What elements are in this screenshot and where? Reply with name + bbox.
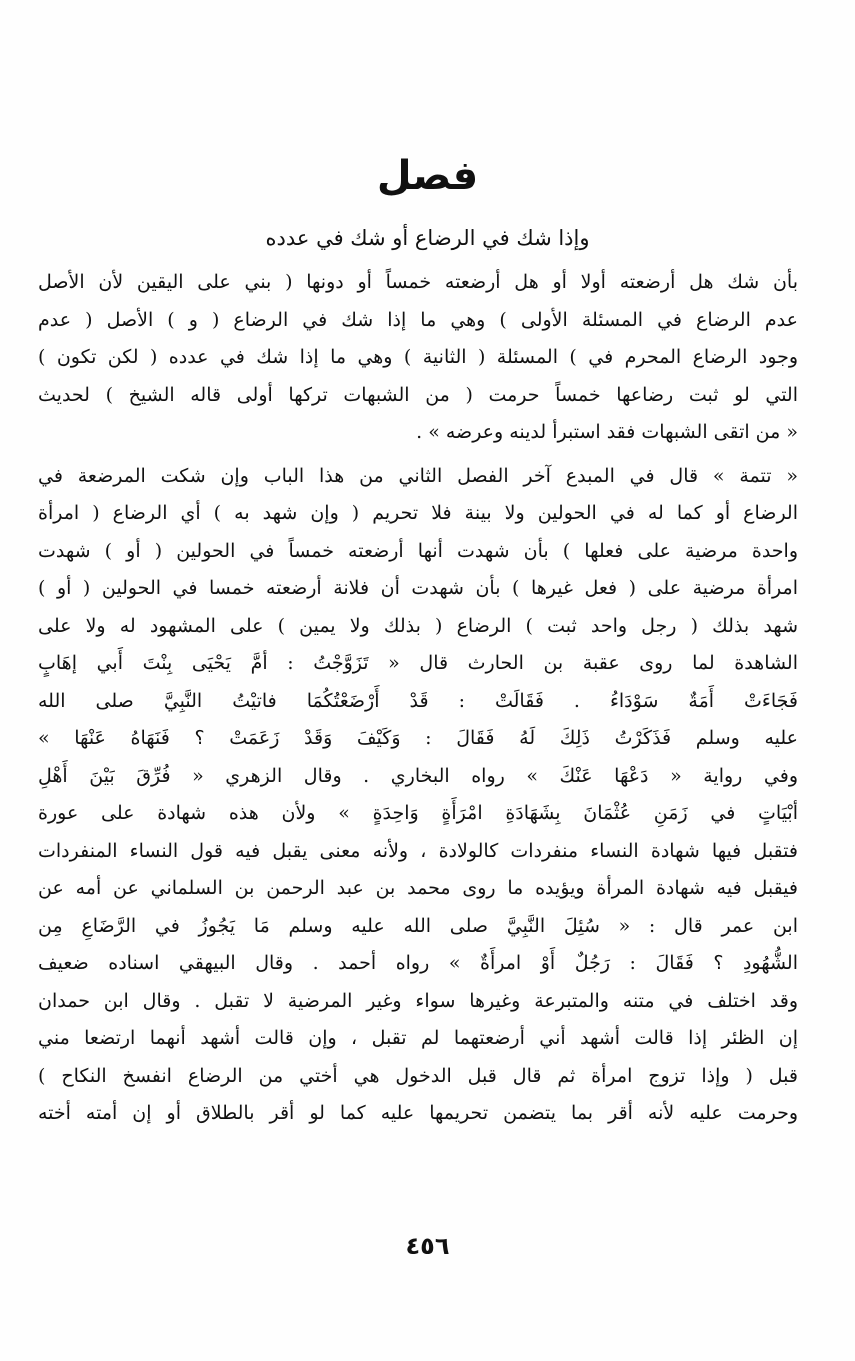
section-subheading: وإذا شك في الرضاع أو شك في عدده	[265, 226, 590, 250]
text-line: الشُّهُودِ ؟ فَقَالَ : رَجُلٌ أَوْ امرأَةٌ » رواه أحمد . وقال البيهقي اسناده ضعيف	[38, 952, 798, 974]
text-line: « من اتقى الشبهات فقد استبرأ لدينه وعرضه » .	[416, 421, 798, 443]
text-line: الشاهدة لما روى عقبة بن الحارث قال « تَزَوَّجْتُ : أمَّ يَحْيَى بِنْتَ أَبي إهَابٍ	[38, 652, 798, 674]
body-text	[38, 264, 798, 1133]
text-line: وجود الرضاع المحرم في ) المسئلة ( الثانية ) وهي ما إذا شك في عدده ( لكن تكون )	[38, 346, 798, 368]
text-line: بأن شك هل أرضعته أولا أو هل أرضعته خمساً أو دونها ( بني على اليقين لأن الأصل	[38, 271, 798, 293]
text-line: فَجَاءَتْ أَمَةٌ سَوْدَاءُ . فَقَالَتْ : قَدْ أَرْضَعْتُكُمَا فاتيْتُ النَّبِيَّ صلى الله	[38, 689, 798, 712]
text-line: « تتمة » قال في المبدع آخر الفصل الثاني من هذا الباب وإن شكت المرضعة في	[38, 464, 798, 487]
text-line: امرأة مرضية على ( فعل غيرها ) بأن شهدت أن فلانة أرضعته خمسا في الحولين ( أو )	[38, 577, 798, 599]
text-line: شهد بذلك ( رجل واحد ثبت ) الرضاع ( بذلك ولا يمين ) على المشهود له ولا على	[38, 614, 798, 637]
text-line: عليه وسلم فَذَكَرْتُ ذَلِكَ لَهُ فَقَالَ : وَكَيْفَ وَقَدْ زَعَمَتْ ؟ فَنَهَاهُ عَنْهَا »	[38, 727, 798, 749]
text-line: فيقبل فيه شهادة المرأة ويؤيده ما روى محمد بن عبد الرحمن بن السلماني عن أمه عن	[38, 877, 798, 899]
text-line: واحدة مرضية على فعلها ) بأن شهدت أنها أرضعته خمساً في الحولين ( أو ) شهدت	[38, 539, 798, 562]
text-line: قبل ( وإذا تزوج امرأة ثم قال قبل الدخول هي أختي من الرضاع انفسخ النكاح )	[38, 1064, 798, 1087]
text-line: فتقبل فيها شهادة النساء منفردات كالولادة ، ولأنه معنى يقبل فيه قول النساء المنفردات	[38, 839, 798, 862]
text-line: أبْيَاتٍ في زَمَنِ عُثْمَانَ بِشَهَادَةِ امْرَأَةٍ وَاحِدَةٍ » ولأن هذه شهادة على عورة	[38, 802, 798, 824]
text-line: عدم الرضاع في المسئلة الأولى ) وهي ما إذا شك في الرضاع ( و ) الأصل ( عدم	[38, 308, 798, 331]
section-heading: فصل	[376, 153, 479, 199]
text-line: التي لو ثبت رضاعها خمساً حرمت ( من الشبهات تركها أولى قاله الشيخ ) لحديث	[38, 383, 798, 406]
page-number: ٤٥٦	[405, 1232, 450, 1260]
text-line: وقد اختلف في متنه والمتبرعة وغيرها سواء وغير المرضية لا تقبل . وقال ابن حمدان	[38, 989, 798, 1012]
text-line: الرضاع أو كما له في الحولين ولا بينة فلا تحريم ( وإن شهد به ) أي الرضاع ( امرأة	[38, 502, 798, 524]
text-line: وحرمت عليه لأنه أقر بما يتضمن تحريمها عليه كما لو أقر بالطلاق أو إن أمته أخته	[38, 1102, 798, 1124]
text-line: وفي رواية « دَعْهَا عَنْكَ » رواه البخاري . وقال الزهري « فُرِّقَ بَيْنَ أَهْلِ	[38, 764, 798, 787]
text-line: إن الظئر إذا قالت أشهد أني أرضعتهما لم تقبل ، وإن قالت أشهد أنهما ارتضعا مني	[38, 1027, 798, 1049]
text-line: ابن عمر قال : « سُئِلَ النَّبِيَّ صلى الله عليه وسلم مَا يَجُوزُ في الرَّضَاعِ مِن	[38, 914, 798, 937]
